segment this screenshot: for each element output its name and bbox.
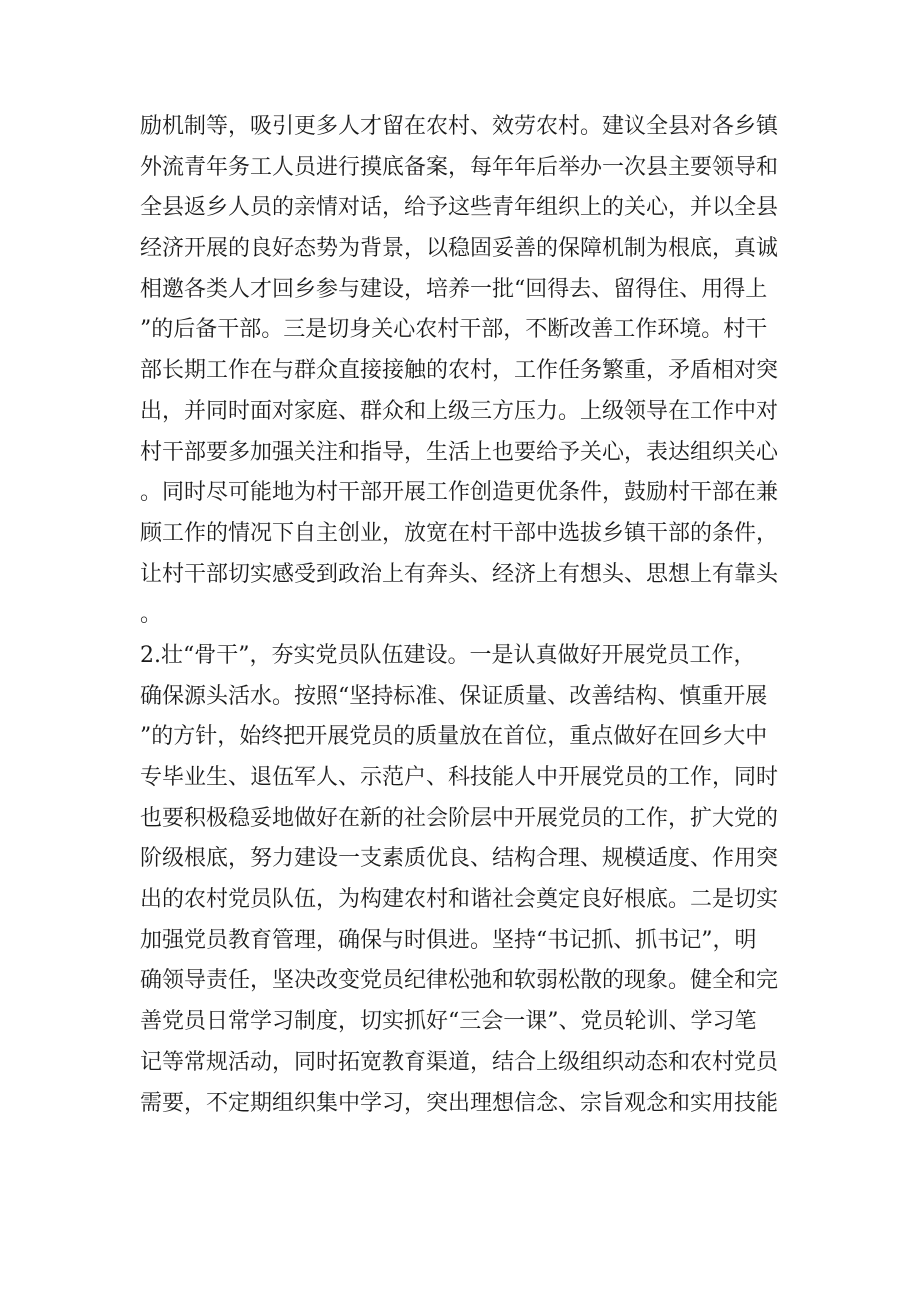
text-line: 也要积极稳妥地做好在新的社会阶层中开展党员的工作，扩大党的 [140, 805, 779, 831]
text-line: 。同时尽可能地为村干部开展工作创造更优条件，鼓励村干部在兼 [140, 480, 779, 506]
text-line: 励机制等，吸引更多人才留在农村、效劳农村。建议全县对各乡镇 [140, 114, 779, 139]
text-line: 。 [140, 602, 163, 628]
text-line: 出，并同时面对家庭、群众和上级三方压力。上级领导在工作中对 [140, 398, 779, 424]
text-line: ”的后备干部。三是切身关心农村干部，不断改善工作环境。村干 [140, 317, 768, 343]
body-text [140, 107, 780, 1124]
text-line: 确保源头活水。按照“坚持标准、保证质量、改善结构、慎重开展 [140, 683, 768, 709]
text-line: 阶级根底，努力建设一支素质优良、结构合理、规模适度、作用突 [140, 846, 779, 872]
text-line: 需要，不定期组织集中学习，突出理想信念、宗旨观念和实用技能 [140, 1090, 779, 1116]
text-line: 记等常规活动，同时拓宽教育渠道，结合上级组织动态和农村党员 [140, 1049, 779, 1075]
text-line: 出的农村党员队伍，为构建农村和谐社会奠定良好根底。二是切实 [140, 887, 779, 913]
text-line: 专毕业生、退伍军人、示范户、科技能人中开展党员的工作，同时 [140, 765, 779, 790]
text-line: 善党员日常学习制度，切实抓好“三会一课”、党员轮训、学习笔 [140, 1009, 757, 1035]
text-line: 村干部要多加强关注和指导，生活上也要给予关心，表达组织关心 [140, 439, 779, 465]
text-line: 外流青年务工人员进行摸底备案，每年年后举办一次县主要领导和 [140, 154, 779, 180]
text-line: 部长期工作在与群众直接接触的农村，工作任务繁重，矛盾相对突 [140, 358, 779, 384]
text-line: 经济开展的良好态势为背景，以稳固妥善的保障机制为根底，真诚 [140, 236, 779, 262]
text-line: 加强党员教育管理，确保与时俱进。坚持“书记抓、抓书记”，明 [140, 927, 757, 953]
text-line: 相邀各类人才回乡参与建设，培养一批“回得去、留得住、用得上 [140, 276, 768, 302]
text-line: 让村干部切实感受到政治上有奔头、经济上有想头、思想上有靠头 [140, 561, 779, 587]
text-line: 确领导责任，坚决改变党员纪律松弛和软弱松散的现象。健全和完 [140, 968, 779, 994]
section-heading-line: 2.壮“骨干”，夯实党员队伍建设。一是认真做好开展党员工作， [140, 642, 756, 668]
text-line: 全县返乡人员的亲情对话，给予这些青年组织上的关心，并以全县 [140, 195, 779, 221]
text-line: ”的方针，始终把开展党员的质量放在首位，重点做好在回乡大中 [140, 724, 768, 750]
text-line: 顾工作的情况下自主创业，放宽在村干部中选拔乡镇干部的条件， [140, 520, 779, 546]
